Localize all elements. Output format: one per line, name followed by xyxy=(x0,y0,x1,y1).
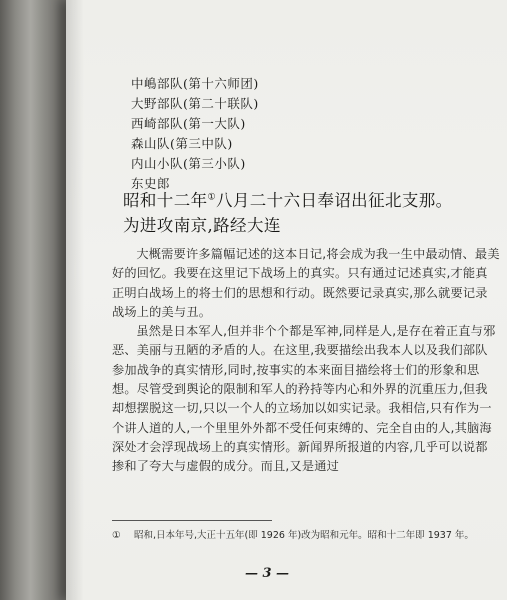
paragraph-1: 大概需要许多篇幅记述的这本日记,将会成为我一生中最动情、最美好的回忆。我要在这里记下战场上的真实。只有通过记述真实,才能真正明白战场上的将士们的思想和行动。既然要记录真实,那么就要记录战场上的美与丑。 xyxy=(112,247,500,319)
unit-platoon: 内山小队(第三小队) xyxy=(131,156,246,171)
entry-heading xyxy=(123,188,503,238)
body-text xyxy=(112,245,500,477)
footnote-reference: ① xyxy=(207,192,216,203)
paragraph-2: 虽然是日本军人,但并非个个都是军神,同样是人,是存在着正直与邪恶、美丽与丑陋的矛盾的人。在这里,我要描绘出我本人以及我们部队参加战争的真实情形,同时,按事实的本来面目描绘将士们的形象和思想。尽管受到舆论的限制和军人的矜持等内心和外界的沉重压力,但我却想摆脱这一切,只以一个人的立场加以如实记录。我相信,只有作为一个讲人道的人,一个里里外外都不受任何束缚的、完全自由的人,其脑海深处才会浮现战场上的真实情形。新闻界所报道的内容,几乎可以说都掺和了夸大与虚假的成分。而且,又是通过 xyxy=(112,324,496,474)
footnote xyxy=(112,528,500,543)
unit-division: 中嶋部队(第十六师团) xyxy=(131,76,259,91)
unit-battalion: 西崎部队(第一大队) xyxy=(131,116,246,131)
heading-line-2: 为进攻南京,路经大连 xyxy=(123,216,281,235)
unit-list xyxy=(131,74,259,194)
footnote-text: 昭和,日本年号,大正十五年(即 1926 年)改为昭和元年。昭和十二年即 1937 年。 xyxy=(134,530,474,541)
footnote-divider xyxy=(112,520,272,521)
footnote-mark: ① xyxy=(112,530,121,541)
author-name: 东史郎 xyxy=(131,176,171,191)
heading-line-1: 昭和十二年①八月二十六日奉诏出征北支那。 xyxy=(123,191,453,210)
unit-regiment: 大野部队(第二十联队) xyxy=(131,96,259,111)
unit-company: 森山队(第三中队) xyxy=(131,136,233,151)
spine-shadow xyxy=(66,0,84,600)
page-number: — 3 — xyxy=(244,566,290,581)
